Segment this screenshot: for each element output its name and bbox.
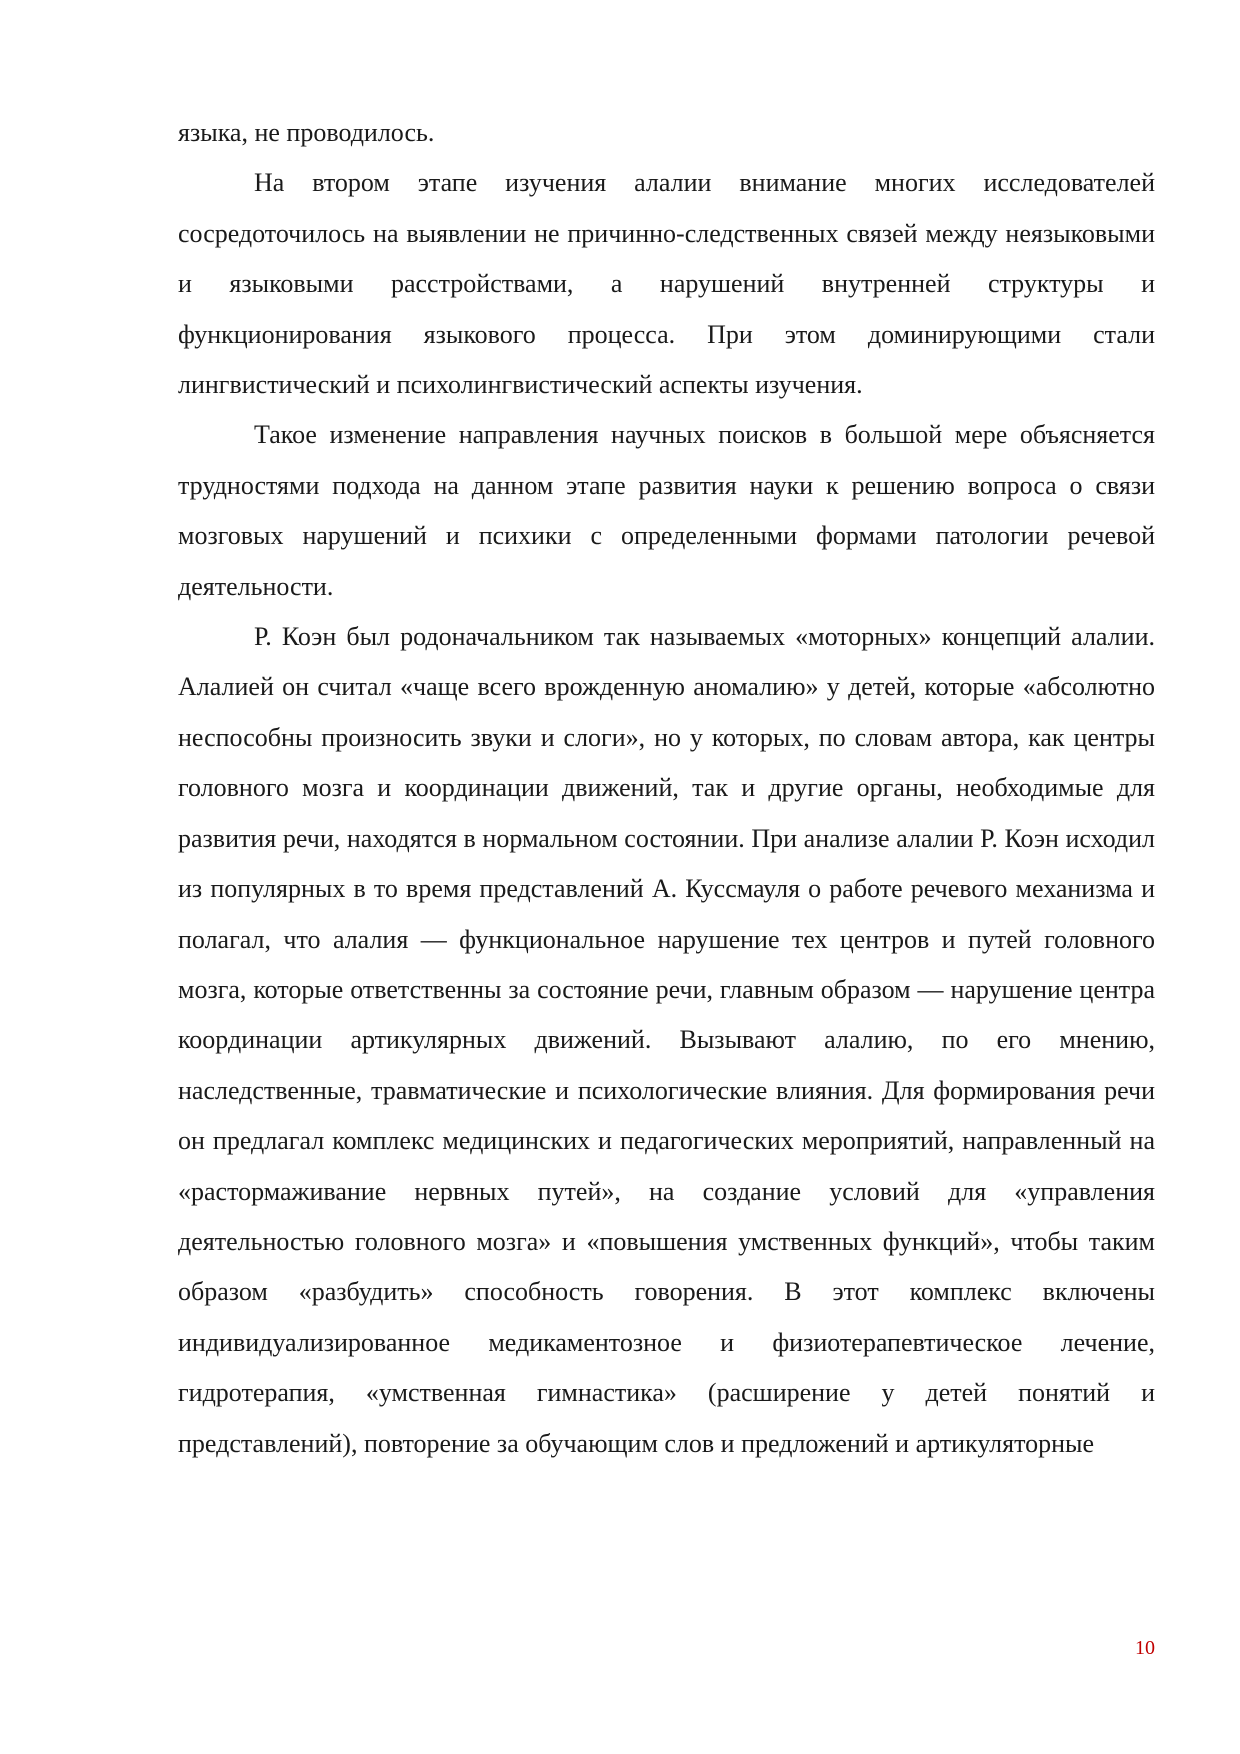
paragraph-continuation: языка, не проводилось. bbox=[178, 118, 435, 147]
page-number: 10 bbox=[1135, 1637, 1155, 1659]
document-body bbox=[178, 108, 1155, 1469]
paragraph-second-stage: На втором этапе изучения алалии внимание многих исследователей сосредоточилось на выявлении не причинно-следственных связей между неязыковыми и языковыми расстройствами, а нарушений внутренней структуры и функционирования языкового процесса. При этом доминирующими стали лингвистический и психолингвистический аспекты изучения. bbox=[178, 168, 1155, 400]
paragraph-direction-change: Такое изменение направления научных поисков в большой мере объясняется трудностями подхода на данном этапе развития науки к решению вопроса о связи мозговых нарушений и психики с определенными формами патологии речевой деятельности. bbox=[178, 420, 1155, 601]
paragraph-cohen: Р. Коэн был родоначальником так называемых «моторных» концепций алалии. Алалией он считал «чаще всего врожденную аномалию» у детей, которые «абсолютно неспособны произносить звуки и слоги», но у которых, по словам автора, как центры головного мозга и координации движений, так и другие органы, необходимые для развития речи, находятся в нормальном состоянии. При анализе алалии Р. Коэн исходил из популярных в то время представлений А. Куссмауля о работе речевого механизма и полагал, что алалия — функциональное нарушение тех центров и путей головного мозга, которые ответственны за состояние речи, главным образом — нарушение центра координации артикулярных движений. Вызывают алалию, по его мнению, наследственные, травматические и психологические влияния. Для формирования речи он предлагал комплекс медицинских и педагогических мероприятий, направленный на «растормаживание нервных путей», на создание условий для «управления деятельностью головного мозга» и «повышения умственных функций», чтобы таким образом «разбудить» способность говорения. В этот комплекс включены индивидуализированное медикаментозное и физиотерапевтическое лечение, гидротерапия, «умственная гимнастика» (расширение у детей понятий и представлений), повторение за обучающим слов и предложений и артикуляторные bbox=[178, 622, 1155, 1458]
